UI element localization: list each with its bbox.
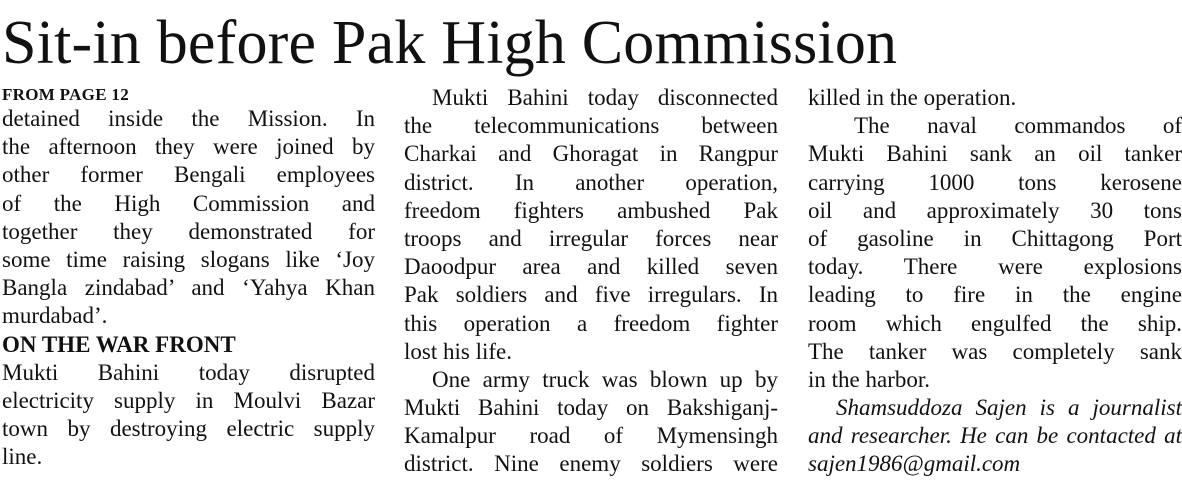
column-3	[808, 84, 1182, 479]
text-line: Mukti Bahini today disrupted	[2, 359, 375, 385]
text-line: the afternoon they were joined by	[2, 134, 375, 160]
text-line: lost his life.	[404, 338, 512, 364]
text-line: Bangla zindabad’ and ‘Yahya Khan	[2, 275, 375, 301]
text-line: room which engulfed the ship.	[808, 310, 1182, 336]
text-line: Mukti Bahini today on Bakshiganj-	[404, 395, 778, 421]
text-line: Pak soldiers and five irregulars. In	[404, 282, 778, 308]
author-email: sajen1986@gmail.com	[808, 451, 1021, 477]
text-line: of gasoline in Chittagong Port	[808, 225, 1182, 251]
text-line: carrying 1000 tons kerosene	[808, 169, 1182, 195]
text-line: line.	[2, 444, 43, 470]
column-1	[2, 84, 375, 471]
text-line: town by destroying electric supply	[2, 416, 375, 442]
text-line: Charkai and Ghoragat in Rangpur	[404, 141, 778, 167]
text-line: troops and irregular forces near	[404, 225, 778, 251]
text-line: some time raising slogans like ‘Joy	[2, 246, 375, 272]
text-line: the telecommunications between	[404, 113, 778, 139]
text-line: Mukti Bahini sank an oil tanker	[808, 141, 1182, 167]
column-2	[404, 84, 778, 479]
text-line: leading to fire in the engine	[808, 282, 1182, 308]
continued-from-label: FROM PAGE 12	[2, 85, 129, 104]
text-line: together they demonstrated for	[2, 218, 375, 244]
author-byline: and researcher. He can be contacted at	[808, 423, 1182, 449]
text-line: detained inside the Mission. In	[2, 106, 375, 131]
text-line: One army truck was blown up by	[432, 366, 778, 392]
text-line: today. There were explosions	[808, 254, 1182, 280]
text-line: Daoodpur area and killed seven	[404, 254, 778, 280]
text-line: other former Bengali employees	[2, 162, 375, 188]
text-line: oil and approximately 30 tons	[808, 197, 1182, 223]
headline: Sit-in before Pak High Commission	[2, 9, 898, 77]
text-line: of the High Commission and	[2, 190, 375, 216]
text-line: this operation a freedom fighter	[404, 310, 778, 336]
text-line: electricity supply in Moulvi Bazar	[2, 387, 375, 413]
text-line: The tanker was completely sank	[808, 338, 1182, 364]
text-line: freedom fighters ambushed Pak	[404, 197, 778, 223]
author-byline: Shamsuddoza Sajen is a journalist	[836, 395, 1182, 421]
text-line: Kamalpur road of Mymensingh	[404, 423, 778, 449]
text-line: Mukti Bahini today disconnected	[432, 85, 778, 110]
text-line: The naval commandos of	[854, 113, 1182, 139]
section-subhead: ON THE WAR FRONT	[2, 331, 236, 357]
text-line: in the harbor.	[808, 366, 930, 392]
text-line: killed in the operation.	[808, 85, 1017, 110]
text-line: district. Nine enemy soldiers were	[404, 451, 778, 477]
text-line: district. In another operation,	[404, 169, 778, 195]
text-line: murdabad’.	[2, 303, 108, 329]
